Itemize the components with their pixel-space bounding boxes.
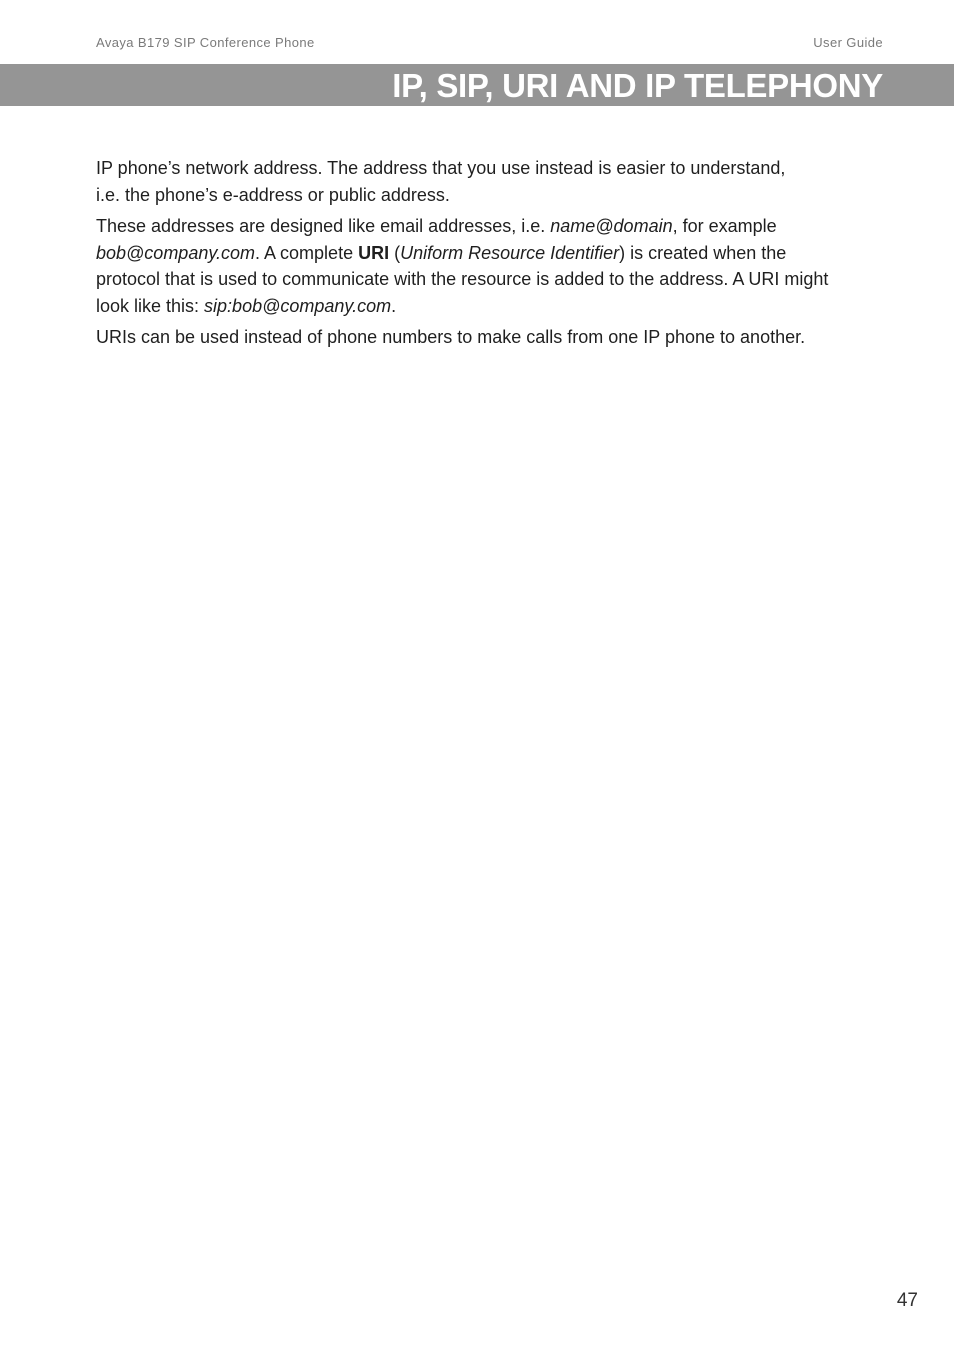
p2-name-domain: name@domain [550,216,673,236]
section-title-band [0,64,954,106]
body-content [96,155,836,356]
paragraph-2 [96,213,836,319]
p2-text-6: . [391,295,397,316]
paragraph-1-line-1: IP phone’s network address. The address that you use instead is easier to understand, [96,158,786,178]
p2-text-3: . A complete [255,242,359,263]
header-product-name: Avaya B179 SIP Conference Phone [96,35,315,50]
header-document-type: User Guide [813,35,883,50]
p2-example-uri: sip:bob@company.com [204,295,392,316]
running-header [96,35,883,53]
page-number: 47 [896,1290,918,1311]
p2-example-email: bob@company.com [96,242,256,263]
p2-text-2: , for example [672,216,777,236]
section-title: IP, SIP, URI AND IP TELEPHONY [392,67,883,104]
p2-uri-definition: Uniform Resource Identifier [400,242,620,263]
paragraph-3: URIs can be used instead of phone numbers to make calls from one IP phone to another. [96,327,806,347]
p2-text-4: ( [389,242,401,263]
paragraph-1 [96,155,836,208]
p2-text-5: ) is created when the protocol that is used to communicate with the resource is added to the address. A URI might look like this: [96,242,829,316]
p2-text-1: These addresses are designed like email addresses, i.e. [96,216,551,236]
p2-uri-term: URI [358,242,390,263]
paragraph-1-line-2: i.e. the phone’s e-address or public address. [96,184,450,205]
